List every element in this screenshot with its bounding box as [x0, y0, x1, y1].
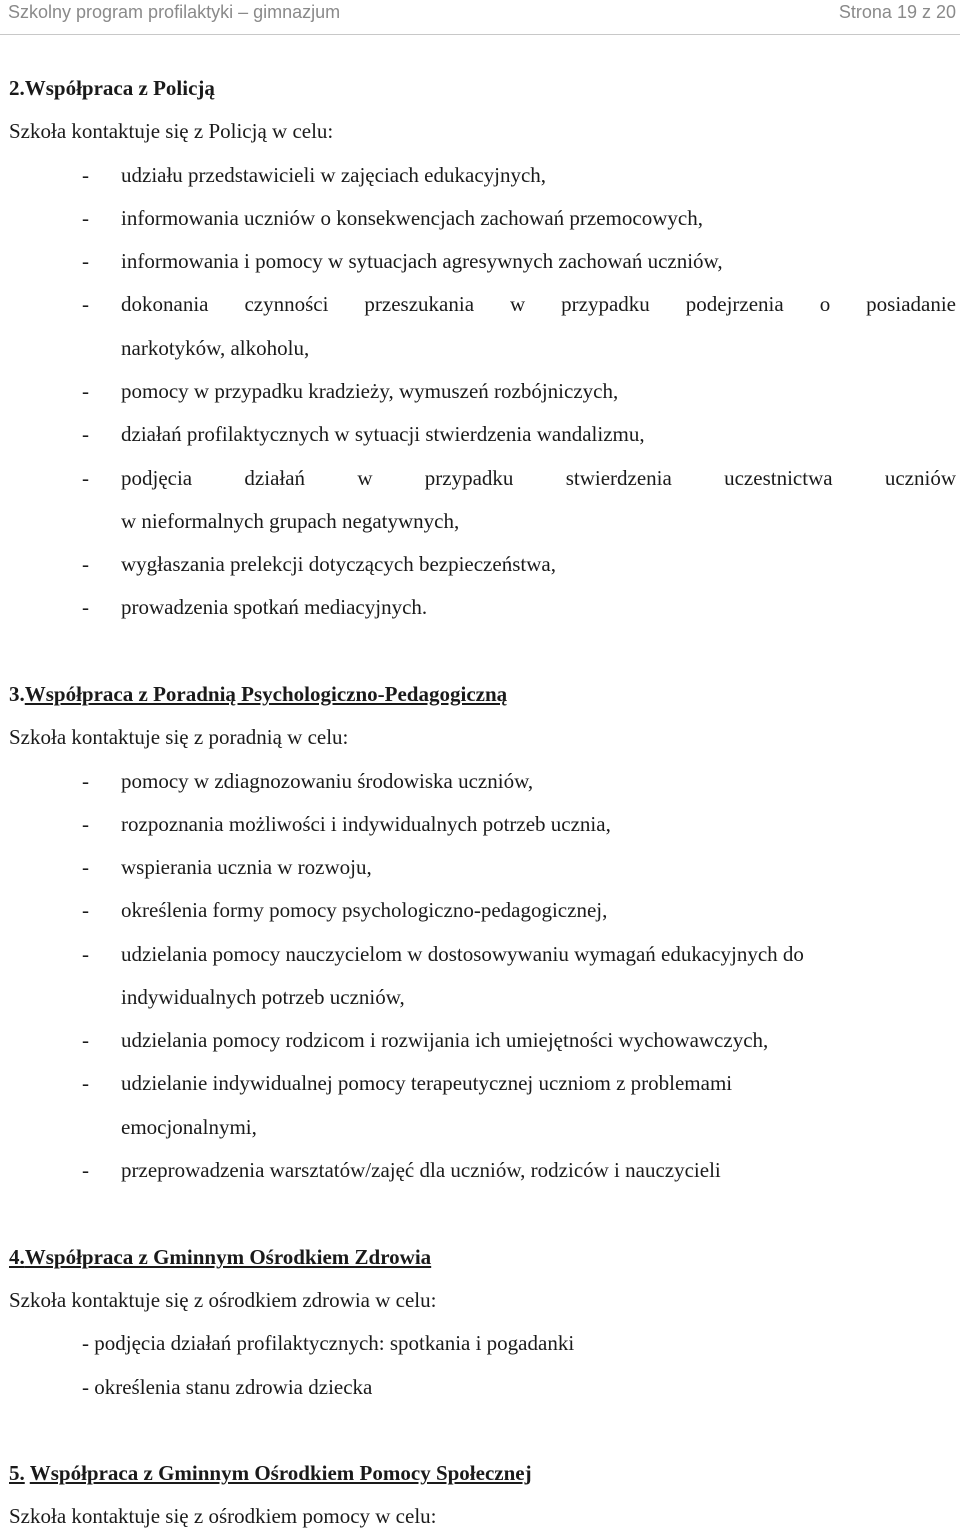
list-item: informowania uczniów o konsekwencjach zachowań przemocowych,	[121, 206, 703, 230]
list-item: wspierania ucznia w rozwoju,	[121, 855, 372, 879]
list-item: udziału przedstawicieli w zajęciach edukacyjnych,	[121, 163, 547, 187]
bullet-dash: -	[82, 249, 89, 273]
bullet-dash: -	[82, 898, 89, 922]
list-item: prowadzenia spotkań mediacyjnych.	[121, 595, 428, 619]
bullet-dash: -	[82, 812, 89, 836]
list-item-continuation: w nieformalnych grupach negatywnych,	[121, 509, 460, 533]
list-item: - określenia stanu zdrowia dziecka	[82, 1375, 373, 1399]
header-title: Szkolny program profilaktyki – gimnazjum	[8, 2, 341, 22]
section-4-number: 4.	[9, 1245, 25, 1269]
bullet-dash: -	[82, 163, 89, 187]
bullet-dash: -	[82, 769, 89, 793]
section-3-heading	[9, 681, 507, 707]
list-item: udzielania pomocy nauczycielom w dostosowywaniu wymagań edukacyjnych do	[121, 942, 804, 966]
list-item-continuation: indywidualnych potrzeb uczniów,	[121, 985, 405, 1009]
section-4-intro: Szkoła kontaktuje się z ośrodkiem zdrowia w celu:	[9, 1288, 437, 1312]
list-item: - podjęcia działań profilaktycznych: spotkania i pogadanki	[82, 1331, 575, 1355]
section-5-title: Współpraca z Gminnym Ośrodkiem Pomocy Społecznej	[29, 1461, 532, 1485]
bullet-dash: -	[82, 1028, 89, 1052]
list-item: działań profilaktycznych w sytuacji stwierdzenia wandalizmu,	[121, 422, 645, 446]
bullet-dash: -	[82, 1158, 89, 1182]
list-item: przeprowadzenia warsztatów/zajęć dla uczniów, rodziców i nauczycieli	[121, 1158, 721, 1182]
list-item-continuation: emocjonalnymi,	[121, 1115, 257, 1139]
bullet-dash: -	[82, 206, 89, 230]
list-item: określenia formy pomocy psychologiczno-pedagogicznej,	[121, 898, 608, 922]
list-item: wygłaszania prelekcji dotyczących bezpieczeństwa,	[121, 552, 556, 576]
list-item: udzielanie indywidualnej pomocy terapeutycznej uczniom z problemami	[121, 1071, 733, 1095]
list-item: informowania i pomocy w sytuacjach agresywnych zachowań uczniów,	[121, 249, 723, 273]
bullet-dash: -	[82, 466, 89, 490]
list-item: rozpoznania możliwości i indywidualnych potrzeb ucznia,	[121, 812, 611, 836]
section-5-intro: Szkoła kontaktuje się z ośrodkiem pomocy w celu:	[9, 1504, 437, 1528]
list-item: pomocy w zdiagnozowaniu środowiska uczniów,	[121, 769, 534, 793]
list-item-continuation: narkotyków, alkoholu,	[121, 336, 310, 360]
section-2-number: 2.	[9, 76, 25, 100]
section-4-title: Współpraca z Gminnym Ośrodkiem Zdrowia	[24, 1245, 432, 1269]
page-header	[0, 0, 960, 35]
section-3-title: Współpraca z Poradnią Psychologiczno-Pedagogiczną	[24, 682, 508, 706]
list-item: dokonania czynności przeszukania w przypadku podejrzenia o posiadanie	[121, 292, 956, 316]
bullet-dash: -	[82, 379, 89, 403]
bullet-dash: -	[82, 855, 89, 879]
bullet-dash: -	[82, 552, 89, 576]
section-3-number: 3.	[9, 682, 25, 706]
section-5-heading	[9, 1460, 532, 1486]
list-item: udzielania pomocy rodzicom i rozwijania ich umiejętności wychowawczych,	[121, 1028, 769, 1052]
list-item: pomocy w przypadku kradzieży, wymuszeń rozbójniczych,	[121, 379, 619, 403]
section-5-number: 5.	[9, 1461, 25, 1485]
section-2-intro: Szkoła kontaktuje się z Policją w celu:	[9, 119, 334, 143]
list-item: podjęcia działań w przypadku stwierdzenia uczestnictwa uczniów	[121, 466, 956, 490]
section-4-heading	[9, 1244, 431, 1270]
section-3-intro: Szkoła kontaktuje się z poradnią w celu:	[9, 725, 349, 749]
section-2-title: Współpraca z Policją	[24, 76, 215, 100]
section-2-heading	[9, 75, 215, 101]
bullet-dash: -	[82, 942, 89, 966]
bullet-dash: -	[82, 422, 89, 446]
bullet-dash: -	[82, 292, 89, 316]
header-page-number: Strona 19 z 20	[838, 2, 956, 22]
bullet-dash: -	[82, 1071, 89, 1095]
bullet-dash: -	[82, 595, 89, 619]
